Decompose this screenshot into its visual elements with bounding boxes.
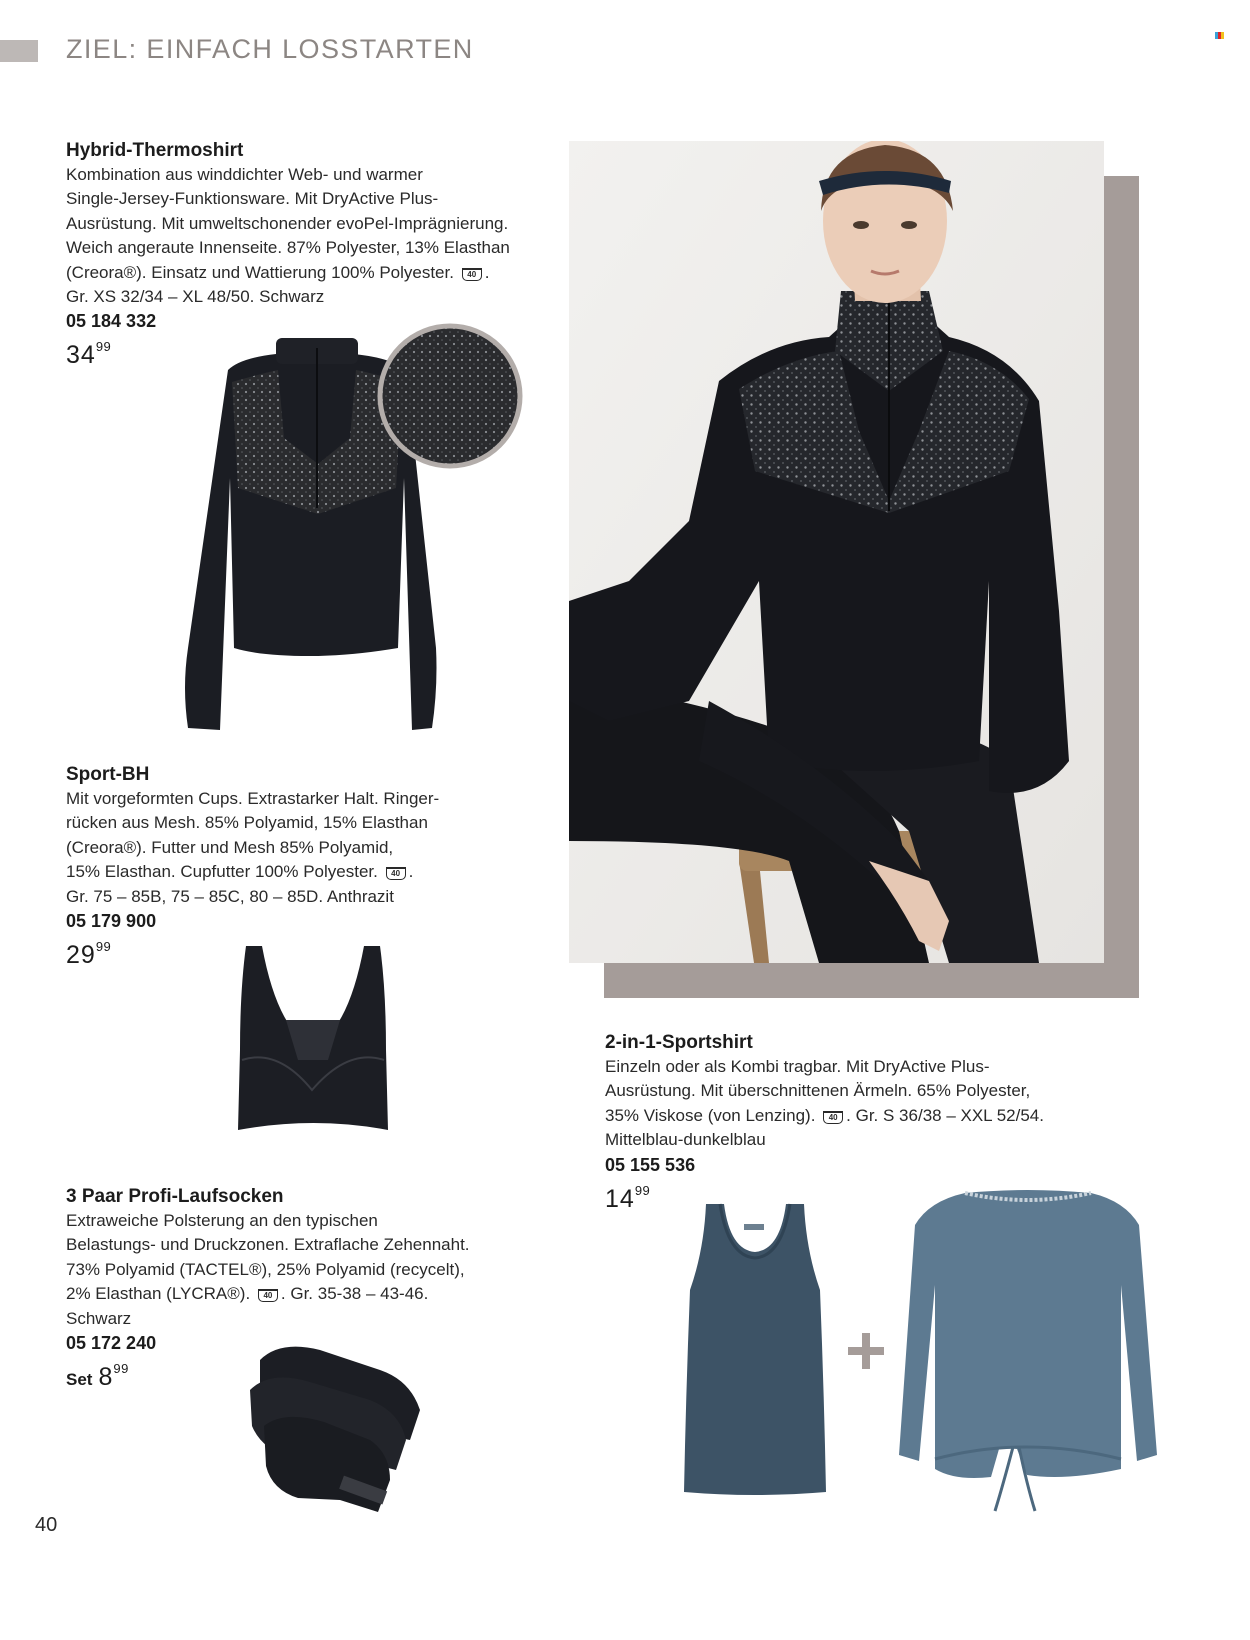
description-suffix: . (484, 262, 490, 282)
description-text: 2% Elasthan (LYCRA®). (66, 1284, 251, 1304)
description-text: 15% Elasthan. Cupfutter 100% Polyester. (66, 862, 378, 882)
wash-40-icon: 40 (386, 867, 406, 880)
price-euros: 8 (98, 1363, 114, 1392)
product-description-line: Schwarz (66, 1308, 132, 1328)
product-description-line: Einzeln oder als Kombi tragbar. Mit DryActive Plus- (605, 1057, 990, 1076)
product-description-line: Kombination aus winddichter Web- und warmer (66, 165, 423, 184)
article-number: 05 184 332 (66, 311, 157, 332)
price-cents: 99 (113, 1361, 129, 1377)
product-description-line: Extraweiche Polsterung an den typischen (66, 1211, 378, 1230)
article-number: 05 179 900 (66, 911, 157, 932)
price-cents: 99 (95, 339, 112, 355)
price-euros: 29 (66, 941, 96, 970)
article-number: 05 172 240 (66, 1333, 157, 1354)
product-description-line (66, 1282, 470, 1306)
wash-40-icon: 40 (258, 1289, 278, 1302)
product-description-line: Weich angeraute Innenseite. 87% Polyester, 13% Elasthan (66, 238, 510, 258)
description-suffix: . Gr. S 36/38 – XXL 52/54. (846, 1105, 1044, 1125)
product-description-line: rücken aus Mesh. 85% Polyamid, 15% Elasthan (66, 813, 428, 833)
wash-40-icon: 40 (823, 1111, 843, 1124)
long-sleeve-product-image (895, 1185, 1160, 1515)
product-description-line: Belastungs- und Druckzonen. Extraflache Zehennaht. (66, 1235, 470, 1255)
page-title: ZIEL: EINFACH LOSSTARTEN (66, 34, 474, 64)
product-description-line: Ausrüstung. Mit überschnittenen Ärmeln. 65% Polyester, (605, 1081, 1031, 1101)
sport-bh-product-image (228, 940, 398, 1140)
product-description-line: Mittelblau-dunkelblau (605, 1130, 766, 1150)
price-euros: 14 (605, 1184, 635, 1213)
product-description-line: 73% Polyamid (TACTEL®), 25% Polyamid (recycelt), (66, 1259, 465, 1279)
product-name: 2-in-1-Sportshirt (605, 1032, 753, 1053)
header-color-block (0, 40, 38, 62)
wash-40-icon: 40 (462, 268, 482, 281)
product-sport-bh (66, 763, 439, 970)
product-description-line: (Creora®). Futter und Mesh 85% Polyamid, (66, 837, 394, 857)
product-name: Hybrid-Thermoshirt (66, 140, 244, 161)
product-description-line (605, 1104, 1044, 1128)
product-description-line: Ausrüstung. Mit umweltschonender evoPel-Imprägnierung. (66, 213, 509, 233)
product-name: 3 Paar Profi-Laufsocken (66, 1186, 284, 1207)
price-cents: 99 (634, 1182, 651, 1198)
description-suffix: . (408, 862, 414, 882)
description-text: 35% Viskose (von Lenzing). (605, 1105, 816, 1125)
product-description-line: Mit vorgeformten Cups. Extrastarker Halt. Ringer- (66, 789, 440, 808)
tank-top-product-image (680, 1200, 830, 1500)
model-photo (569, 141, 1104, 963)
price-cents: 99 (95, 939, 112, 955)
description-suffix: . Gr. 35-38 – 43-46. (280, 1284, 429, 1304)
page-number: 40 (35, 1514, 58, 1536)
product-description-line (66, 860, 439, 884)
socks-product-image (240, 1330, 440, 1520)
product-name: Sport-BH (66, 764, 150, 785)
article-number: 05 155 536 (605, 1154, 696, 1175)
plus-icon (848, 1333, 884, 1369)
product-description-line: Gr. 75 – 85B, 75 – 85C, 80 – 85D. Anthrazit (66, 886, 394, 906)
price-prefix: Set (66, 1370, 93, 1390)
thermoshirt-product-image (180, 318, 530, 738)
price-euros: 34 (66, 341, 96, 370)
product-description-line: Gr. XS 32/34 – XL 48/50. Schwarz (66, 287, 325, 307)
product-description-line: Single-Jersey-Funktionsware. Mit DryActive Plus- (66, 189, 439, 209)
product-description-line (66, 261, 510, 285)
color-mark-icon (1215, 32, 1224, 39)
model-photo-illustration (569, 141, 1104, 963)
description-text: (Creora®). Einsatz und Wattierung 100% Polyester. (66, 262, 454, 282)
